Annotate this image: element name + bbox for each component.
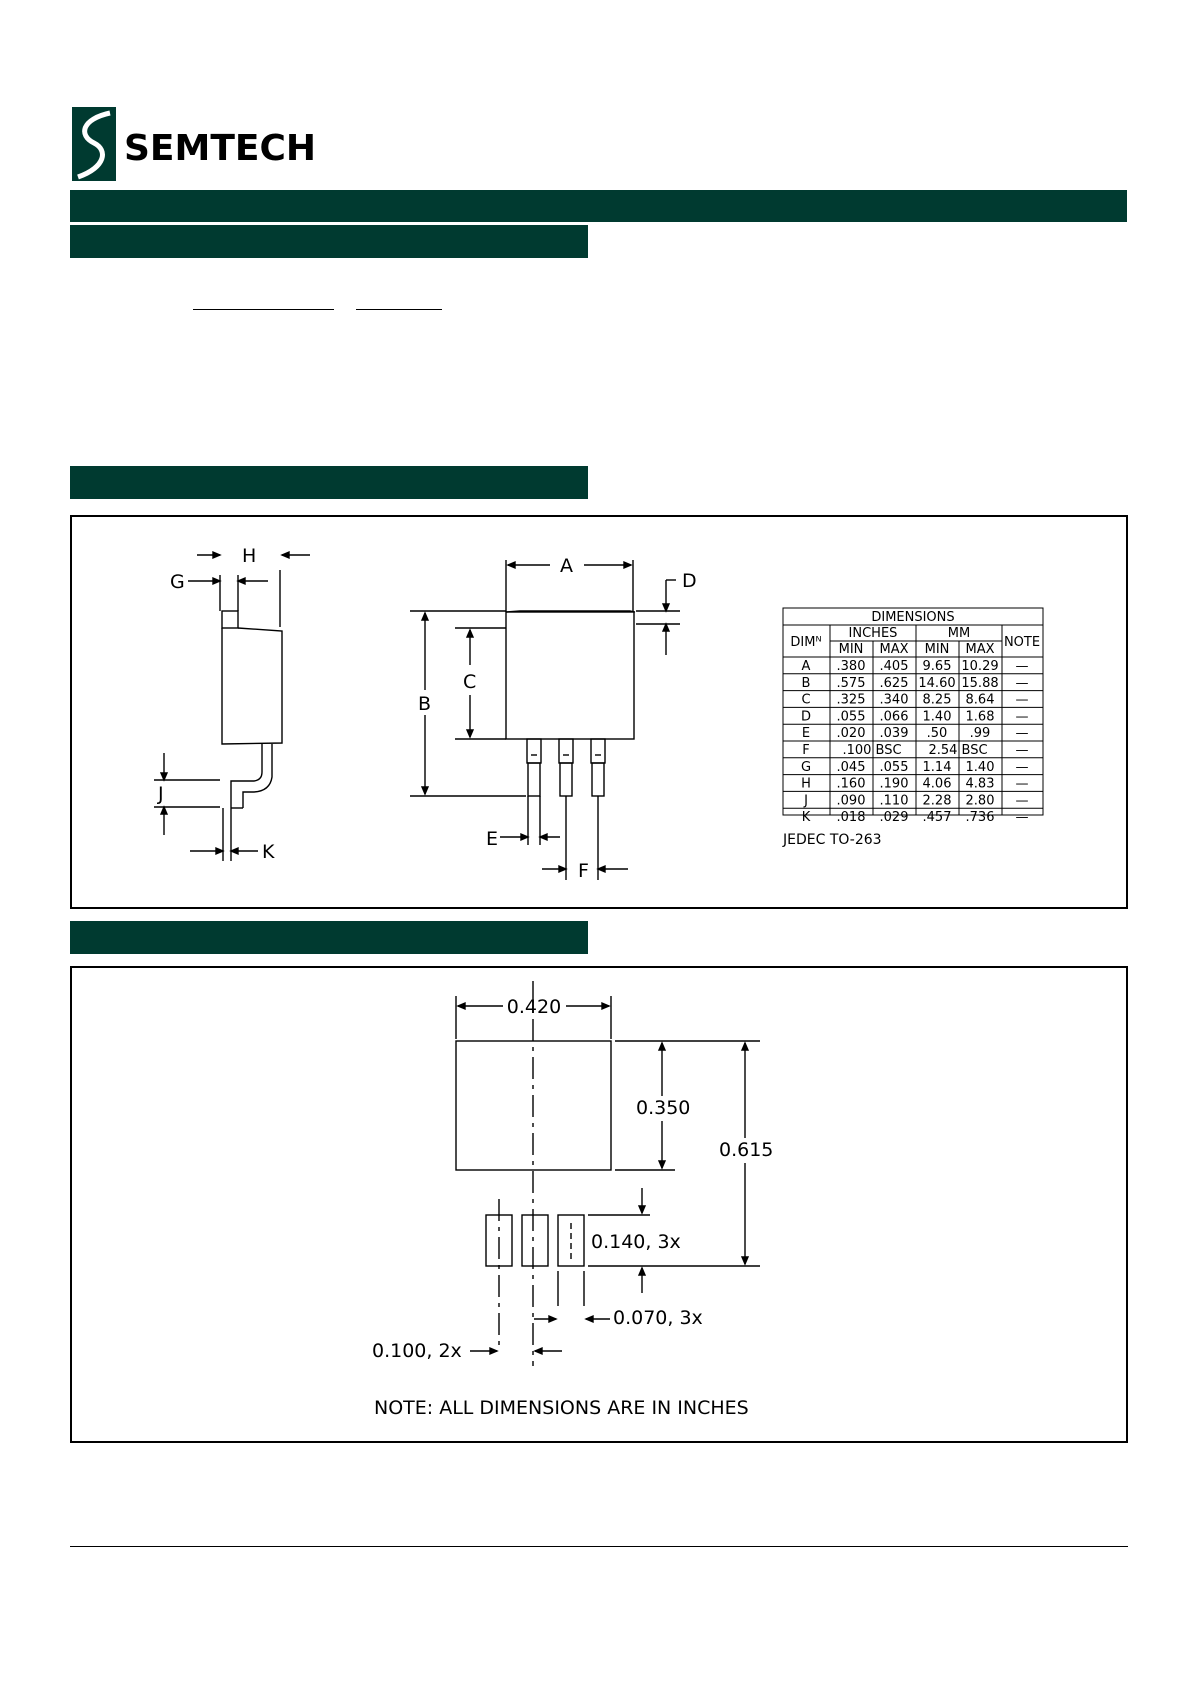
table-cell-e-in-min: .020 [836, 726, 866, 742]
land-pattern-drawing [70, 966, 1128, 1443]
table-cell-f-dim: F [802, 743, 810, 758]
table-cell-c-dim: C [801, 692, 811, 708]
dim-label-d: D [682, 570, 697, 592]
dim-label-b: B [418, 693, 432, 715]
table-sub-min-mm: MIN [924, 642, 950, 657]
table-cell-j-dim: J [804, 793, 808, 809]
table-cell-k-mm-max: .736 [965, 810, 995, 826]
table-sub-max-mm: MAX [965, 642, 995, 657]
table-cell-c-mm-min: 8.25 [922, 692, 952, 708]
table-cell-a-note: — [1015, 659, 1029, 674]
table-mm-header: MM [947, 626, 971, 641]
table-cell-j-mm-max: 2.80 [965, 793, 995, 809]
table-cell-g-mm-min: 1.14 [922, 759, 952, 775]
table-cell-j-in-min: .090 [836, 793, 866, 809]
dim-pad-height: 0.350 [636, 1097, 691, 1119]
table-sub-max-in: MAX [879, 642, 909, 657]
blank-line-1 [193, 309, 334, 310]
table-cell-h-dim: H [801, 776, 811, 792]
table-cell-d-mm-min: 1.40 [922, 709, 952, 725]
table-note-header: NOTE [1003, 635, 1041, 650]
table-title: DIMENSIONS [871, 610, 955, 625]
table-cell-d-dim: D [800, 709, 812, 725]
table-cell-d-mm-max: 1.68 [965, 709, 995, 725]
dim-label-g: G [170, 571, 185, 593]
dim-label-k: K [262, 841, 275, 863]
table-cell-b-in-max: .625 [879, 675, 909, 691]
table-cell-c-mm-max: 8.64 [965, 692, 995, 708]
outline-drawing [70, 515, 1128, 909]
table-cell-a-in-max: .405 [879, 659, 909, 674]
section-band-land-pattern [70, 921, 588, 954]
dim-label-a: A [560, 555, 573, 577]
table-cell-g-dim: G [800, 759, 812, 775]
table-cell-b-dim: B [801, 675, 811, 691]
table-cell-e-in-max: .039 [879, 726, 909, 742]
header-band [70, 190, 1127, 222]
table-cell-f-in-min: .100 BSC [842, 743, 902, 758]
table-inches-header: INCHES [848, 626, 898, 641]
table-cell-d-in-max: .066 [879, 709, 909, 725]
dim-pitch: 0.100, 2x [372, 1340, 462, 1362]
semtech-logo [70, 105, 490, 183]
table-cell-h-mm-max: 4.83 [965, 776, 995, 792]
table-cell-g-in-max: .055 [879, 759, 909, 775]
table-cell-a-dim: A [801, 659, 811, 674]
table-cell-e-dim: E [801, 726, 811, 742]
table-footer: JEDEC TO-263 [783, 832, 882, 848]
table-cell-e-mm-min: .50 [926, 726, 948, 742]
table-cell-e-note: — [1015, 726, 1029, 742]
table-cell-c-in-max: .340 [879, 692, 909, 708]
table-cell-c-note: — [1015, 692, 1029, 708]
land-pattern-note: NOTE: ALL DIMENSIONS ARE IN INCHES [374, 1397, 749, 1419]
table-cell-e-mm-max: .99 [969, 726, 991, 742]
table-cell-a-in-min: .380 [836, 659, 866, 674]
table-cell-g-note: — [1015, 759, 1029, 775]
table-cell-c-in-min: .325 [836, 692, 866, 708]
table-cell-b-in-min: .575 [836, 675, 866, 691]
table-cell-h-note: — [1015, 776, 1029, 792]
table-cell-k-in-max: .029 [879, 810, 909, 826]
table-cell-h-mm-min: 4.06 [922, 776, 952, 792]
table-dim-header: DIMᴺ [790, 635, 822, 650]
dim-lead-width: 0.070, 3x [613, 1307, 703, 1329]
dim-label-f: F [578, 860, 589, 882]
dim-label-e: E [486, 828, 499, 850]
table-cell-h-in-max: .190 [879, 776, 909, 792]
table-cell-b-mm-min: 14.60 [918, 675, 956, 691]
blank-line-2 [356, 309, 442, 310]
section-band-1 [70, 225, 588, 258]
table-cell-f-mm-min: 2.54 BSC [928, 743, 988, 758]
dim-total: 0.615 [719, 1139, 774, 1161]
dim-label-j: J [158, 783, 164, 805]
table-sub-min-in: MIN [838, 642, 864, 657]
footer-rule [70, 1546, 1128, 1547]
dim-lead-length: 0.140, 3x [591, 1231, 681, 1253]
table-cell-k-note: — [1015, 810, 1029, 826]
table-cell-a-mm-min: 9.65 [922, 659, 952, 674]
table-cell-j-in-max: .110 [879, 793, 909, 809]
table-cell-d-note: — [1015, 709, 1029, 725]
table-cell-j-mm-min: 2.28 [922, 793, 952, 809]
table-cell-h-in-min: .160 [836, 776, 866, 792]
table-cell-d-in-min: .055 [836, 709, 866, 725]
table-cell-b-mm-max: 15.88 [961, 675, 999, 691]
logo-text: SEMTECH [124, 128, 317, 169]
table-cell-g-in-min: .045 [836, 759, 866, 775]
section-band-outline [70, 466, 588, 499]
table-cell-k-in-min: .018 [836, 810, 866, 826]
table-cell-k-dim: K [801, 810, 811, 826]
table-cell-f-note: — [1015, 743, 1029, 758]
dim-pad-width: 0.420 [506, 996, 562, 1018]
table-cell-k-mm-min: .457 [922, 810, 952, 826]
table-cell-a-mm-max: 10.29 [961, 659, 999, 674]
table-cell-g-mm-max: 1.40 [965, 759, 995, 775]
table-cell-b-note: — [1015, 675, 1029, 691]
table-cell-j-note: — [1015, 793, 1029, 809]
dim-label-c: C [463, 671, 477, 693]
dim-label-h: H [242, 545, 257, 567]
